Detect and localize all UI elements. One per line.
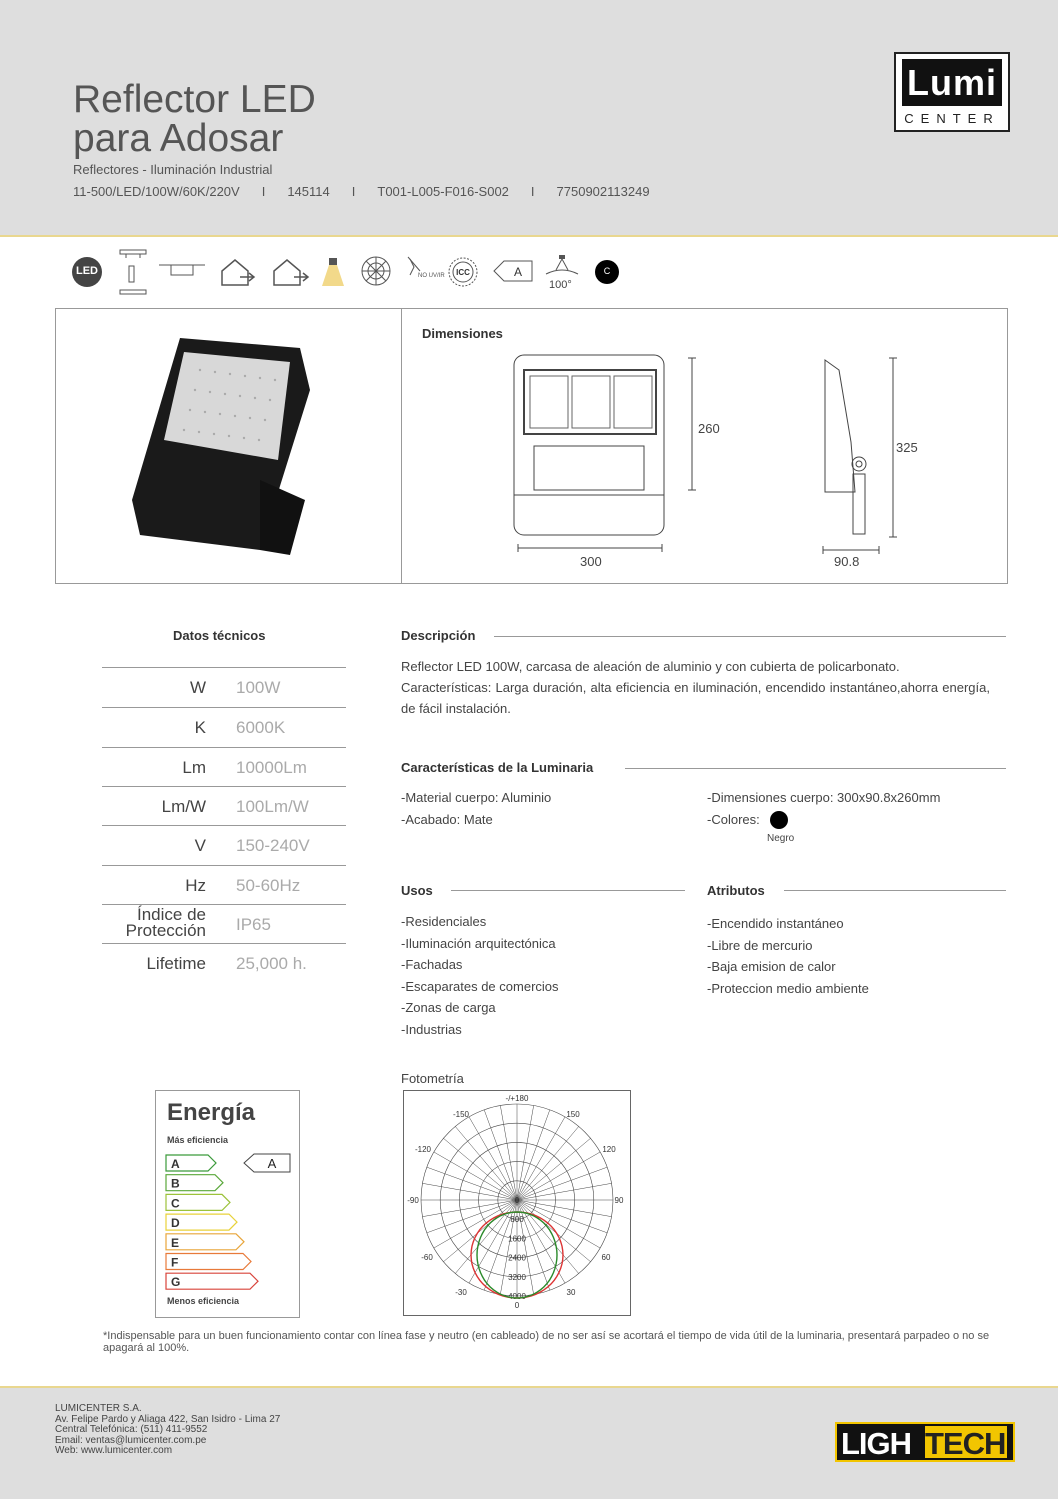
lumicenter-logo xyxy=(894,52,1010,132)
logo-top: Lumi xyxy=(902,59,1002,106)
feature-finish: -Acabado: Mate xyxy=(401,812,493,827)
color-name: Negro xyxy=(767,833,795,844)
angle-label: -/+180 xyxy=(505,1094,529,1103)
side-view-drawing xyxy=(815,352,905,552)
radial-label: 0 xyxy=(514,1196,520,1205)
radial-label: 4000 xyxy=(508,1292,526,1301)
subtitle: Reflectores - Iluminación Industrial xyxy=(73,162,273,177)
tech-key: V xyxy=(194,836,206,855)
description-heading: Descripción xyxy=(401,628,476,643)
atributos-rule xyxy=(784,890,1006,891)
downlight-icon xyxy=(320,256,346,288)
product-box-divider xyxy=(401,308,402,583)
dimension-height: 260 xyxy=(698,421,720,436)
no-uv-ir-text: NO UV/IR xyxy=(418,273,445,279)
list-item: -Encendido instantáneo xyxy=(707,916,844,931)
footer-contact xyxy=(55,1404,280,1457)
energy-class-letter: F xyxy=(171,1255,179,1270)
features-rule xyxy=(625,768,1006,769)
lightech-logo xyxy=(835,1422,1015,1462)
energy-less-efficient: Menos eficiencia xyxy=(167,1296,240,1306)
radial-label: 800 xyxy=(510,1215,524,1225)
company-address: Av. Felipe Pardo y Aliaga 422, San Isidro - Lima 27 xyxy=(55,1413,281,1425)
beam-angle-icon xyxy=(542,252,582,278)
tech-key: Lm xyxy=(182,758,206,777)
lightech-logo-part-a: LIGH xyxy=(841,1426,912,1461)
energy-class-letter: A xyxy=(513,265,523,279)
company-name: LUMICENTER S.A. xyxy=(55,1403,142,1414)
feature-colors: -Colores: xyxy=(707,812,760,827)
separator: I xyxy=(530,184,535,199)
energy-class-letter: D xyxy=(171,1216,180,1231)
outdoor-use-icon xyxy=(270,257,310,287)
separator: I xyxy=(261,184,266,199)
energy-scale xyxy=(164,1151,299,1291)
list-item: -Fachadas xyxy=(401,957,463,972)
energy-title: Energía xyxy=(167,1099,256,1126)
lens-icon xyxy=(360,255,392,287)
features-heading: Características de la Luminaria xyxy=(401,760,594,775)
atributos-heading: Atributos xyxy=(707,883,765,898)
list-item: -Residenciales xyxy=(401,914,487,929)
tech-value: 150-240V xyxy=(236,836,310,855)
feature-material: -Material cuerpo: Aluminio xyxy=(401,790,552,805)
angle-label: 150 xyxy=(566,1110,580,1119)
energy-class-letter: E xyxy=(171,1235,180,1250)
code-number: 145114 xyxy=(287,184,330,199)
tech-value: 100W xyxy=(236,678,281,697)
icc-text: ICC xyxy=(456,268,470,277)
tech-row xyxy=(102,747,346,787)
angle-label: 0 xyxy=(514,1301,520,1310)
usos-list xyxy=(401,911,559,1040)
icc-certified-icon xyxy=(447,256,479,288)
code-model: 11-500/LED/100W/60K/220V xyxy=(73,184,240,199)
color-code-text: C xyxy=(603,266,611,276)
tech-key: Lifetime xyxy=(146,954,206,973)
angle-label: -90 xyxy=(407,1196,419,1205)
angle-label: -150 xyxy=(452,1110,470,1119)
angle-label: 120 xyxy=(602,1145,616,1154)
tech-row xyxy=(102,904,346,944)
front-view-drawing xyxy=(500,350,700,550)
dimension-depth: 90.8 xyxy=(834,554,860,569)
company-web: Web: www.lumicenter.com xyxy=(55,1445,173,1456)
color-swatch xyxy=(770,811,788,829)
tech-key: Hz xyxy=(185,876,206,895)
tech-value: IP65 xyxy=(236,915,271,934)
tech-row xyxy=(102,786,346,826)
angle-label: 60 xyxy=(601,1253,611,1262)
title-line-2: para Adosar xyxy=(73,117,284,160)
dimension-width: 300 xyxy=(580,554,602,569)
angle-label: 30 xyxy=(566,1288,576,1297)
list-item: -Zonas de carga xyxy=(401,1000,496,1015)
description-line-2: Características: Larga duración, alta eficiencia en iluminación, encendido instantáneo,ahorra energía, de fácil instalación. xyxy=(401,680,990,716)
tech-key: Índice de Protección xyxy=(125,905,206,940)
radial-label: 2400 xyxy=(508,1253,526,1263)
beam-angle-value: 100° xyxy=(549,279,572,291)
energy-class-letter: G xyxy=(171,1275,181,1290)
lightech-logo-part-b: TECH xyxy=(925,1426,1006,1461)
tech-value: 6000K xyxy=(236,718,286,737)
code-ean: 7750902113249 xyxy=(556,184,650,199)
list-item: -Industrias xyxy=(401,1021,462,1037)
tech-row xyxy=(102,707,346,747)
energy-rating-letter: A xyxy=(267,1156,277,1171)
logo-bottom: CENTER xyxy=(904,111,1000,126)
list-item: -Baja emision de calor xyxy=(707,959,836,974)
energy-label xyxy=(155,1090,300,1318)
led-icon xyxy=(72,257,102,287)
energy-more-efficient: Más eficiencia xyxy=(167,1135,229,1145)
list-item: -Libre de mercurio xyxy=(707,937,813,953)
list-item: -Proteccion medio ambiente xyxy=(707,980,869,996)
tech-row xyxy=(102,667,346,707)
company-email: Email: ventas@lumicenter.com.pe xyxy=(55,1434,207,1446)
tech-key: Lm/W xyxy=(161,797,206,816)
indoor-use-icon xyxy=(218,257,256,287)
energy-class-icon xyxy=(492,259,534,283)
list-item: -Escaparates de comercios xyxy=(401,978,559,994)
angle-label: 90 xyxy=(614,1196,624,1205)
tech-row xyxy=(102,825,346,865)
tech-row xyxy=(102,943,346,983)
tech-heading: Datos técnicos xyxy=(173,628,266,643)
polar-photometry-chart xyxy=(403,1090,631,1316)
energy-class-letter: C xyxy=(171,1196,180,1211)
angle-label: -60 xyxy=(421,1253,433,1262)
lightech-logo-block xyxy=(925,1426,1007,1461)
recessed-mount-icon xyxy=(116,248,150,298)
led-icon-label: LED xyxy=(76,265,98,277)
color-code-icon xyxy=(595,260,619,284)
feature-dimensions: -Dimensiones cuerpo: 300x90.8x260mm xyxy=(707,790,941,805)
footnote: *Indispensable para un buen funcionamiento contar con línea fase y neutro (en cableado) de no ser así se acortará el tiempo de vida útil de la luminaria, presentará parpadeo o no se apagará al 100%. xyxy=(103,1330,990,1354)
page-title xyxy=(73,80,316,158)
surface-mount-icon xyxy=(157,262,207,282)
angle-label: -30 xyxy=(455,1288,467,1297)
product-photo xyxy=(120,330,320,560)
dimensions-heading: Dimensiones xyxy=(422,326,503,341)
usos-heading: Usos xyxy=(401,883,433,898)
tech-key: K xyxy=(194,718,206,737)
title-line-1: Reflector LED xyxy=(73,78,316,121)
tech-value: 100Lm/W xyxy=(236,797,309,816)
code-reference: T001-L005-F016-S002 xyxy=(377,184,509,199)
photometry-heading: Fotometría xyxy=(401,1071,464,1086)
list-item: -Iluminación arquitectónica xyxy=(401,935,556,951)
description-line-1: Reflector LED 100W, carcasa de aleación de aluminio y con cubierta de policarbonato. xyxy=(401,659,900,674)
product-codes xyxy=(73,184,650,199)
tech-row xyxy=(102,865,346,905)
separator: I xyxy=(351,184,356,199)
tech-value: 10000Lm xyxy=(236,758,307,777)
usos-rule xyxy=(451,890,685,891)
description-rule xyxy=(494,636,1006,637)
tech-value: 25,000 h. xyxy=(236,954,307,973)
tech-key: W xyxy=(189,678,206,697)
energy-class-bar xyxy=(166,1254,251,1270)
no-uv-ir-icon xyxy=(406,255,445,287)
energy-class-letter: A xyxy=(171,1157,180,1171)
description-text xyxy=(401,656,990,719)
energy-class-letter: B xyxy=(171,1176,180,1191)
atributos-list xyxy=(707,913,869,999)
radial-label: 1600 xyxy=(508,1234,526,1244)
company-phone: Central Telefónica: (511) 411-9552 xyxy=(55,1424,208,1435)
radial-label: 3200 xyxy=(508,1272,526,1282)
angle-label: -120 xyxy=(414,1145,432,1154)
tech-value: 50-60Hz xyxy=(236,876,301,895)
dimension-total-height: 325 xyxy=(896,440,918,455)
